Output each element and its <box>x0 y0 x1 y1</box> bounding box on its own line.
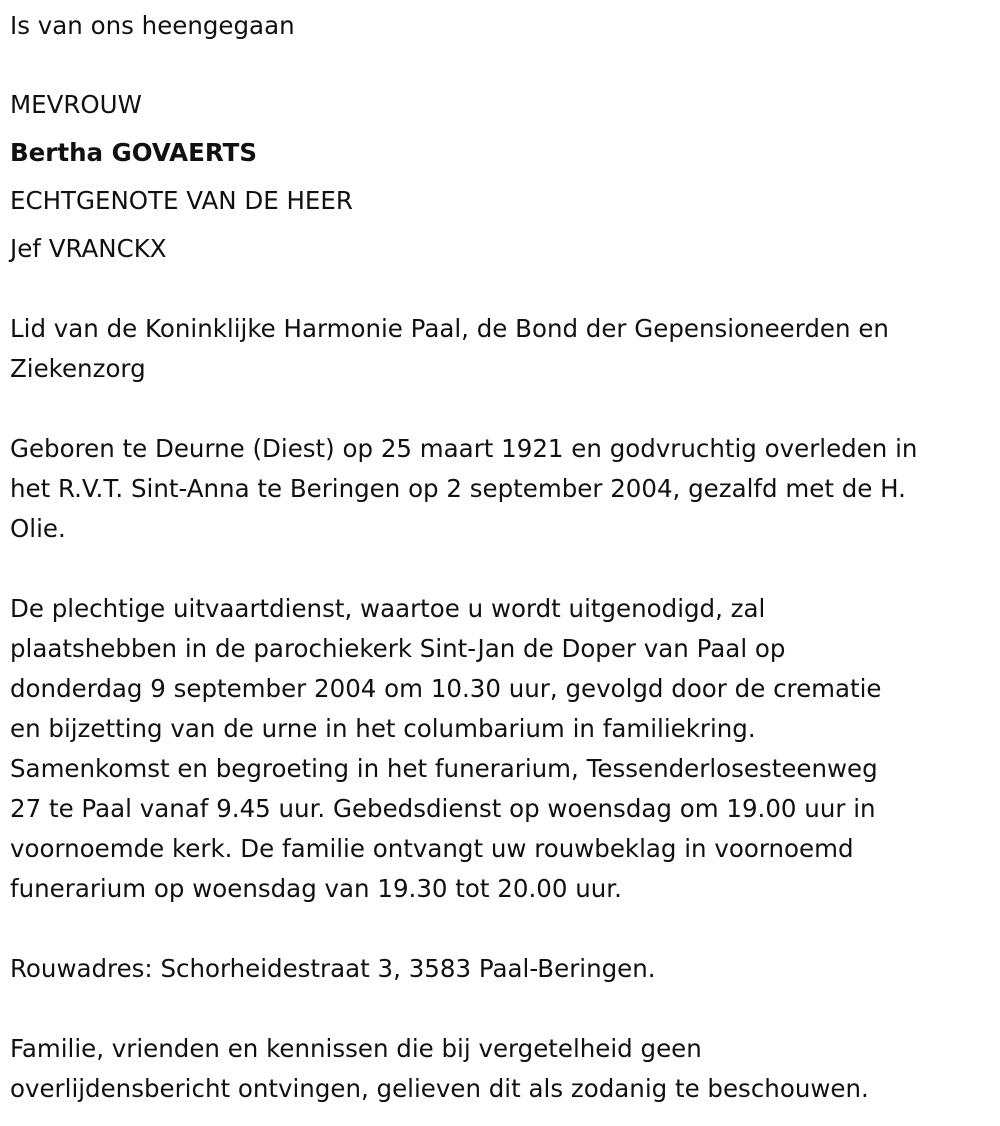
text-line: het R.V.T. Sint-Anna te Beringen op 2 september 2004, gezalfd met de H. <box>10 474 906 503</box>
text-line: De plechtige uitvaartdienst, waartoe u wordt uitgenodigd, zal <box>10 594 766 623</box>
text-line: Samenkomst en begroeting in het funerarium, Tessenderlosesteenweg <box>10 754 878 783</box>
title: MEVROUW <box>10 90 142 119</box>
text-line: Rouwadres: Schorheidestraat 3, 3583 Paal-Beringen. <box>10 954 656 983</box>
deceased-header <box>0 81 1000 273</box>
relation: ECHTGENOTE VAN DE HEER <box>10 186 353 215</box>
text-line: Geboren te Deurne (Diest) op 25 maart 1921 en godvruchtig overleden in <box>10 434 918 463</box>
text-line: donderdag 9 september 2004 om 10.30 uur, gevolgd door de crematie <box>10 674 882 703</box>
text-line: 27 te Paal vanaf 9.45 uur. Gebedsdienst op woensdag om 19.00 uur in <box>10 794 876 823</box>
birth-death-paragraph <box>0 429 1000 549</box>
notice-paragraph <box>0 1029 1000 1109</box>
membership-paragraph <box>0 309 1000 389</box>
text-line: Lid van de Koninklijke Harmonie Paal, de Bond der Gepensioneerden en <box>10 314 889 343</box>
text-line: voornoemde kerk. De familie ontvangt uw rouwbeklag in voornoemd <box>10 834 854 863</box>
text-line: overlijdensbericht ontvingen, gelieven dit als zodanig te beschouwen. <box>10 1074 869 1103</box>
text-line: Familie, vrienden en kennissen die bij vergetelheid geen <box>10 1034 702 1063</box>
spouse-name: Jef VRANCKX <box>10 234 167 263</box>
text-line: en bijzetting van de urne in het columbarium in familiekring. <box>10 714 756 743</box>
funeral-details-paragraph <box>0 589 1000 909</box>
text-line: plaatshebben in de parochiekerk Sint-Jan de Doper van Paal op <box>10 634 786 663</box>
text-line: funerarium op woensdag van 19.30 tot 20.00 uur. <box>10 874 622 903</box>
text-line: Olie. <box>10 514 66 543</box>
mourning-address <box>0 949 1000 989</box>
intro-text: Is van ons heengegaan <box>10 11 295 40</box>
deceased-name: Bertha GOVAERTS <box>10 138 257 167</box>
obituary-document <box>0 6 1000 1109</box>
text-line: Ziekenzorg <box>10 354 146 383</box>
